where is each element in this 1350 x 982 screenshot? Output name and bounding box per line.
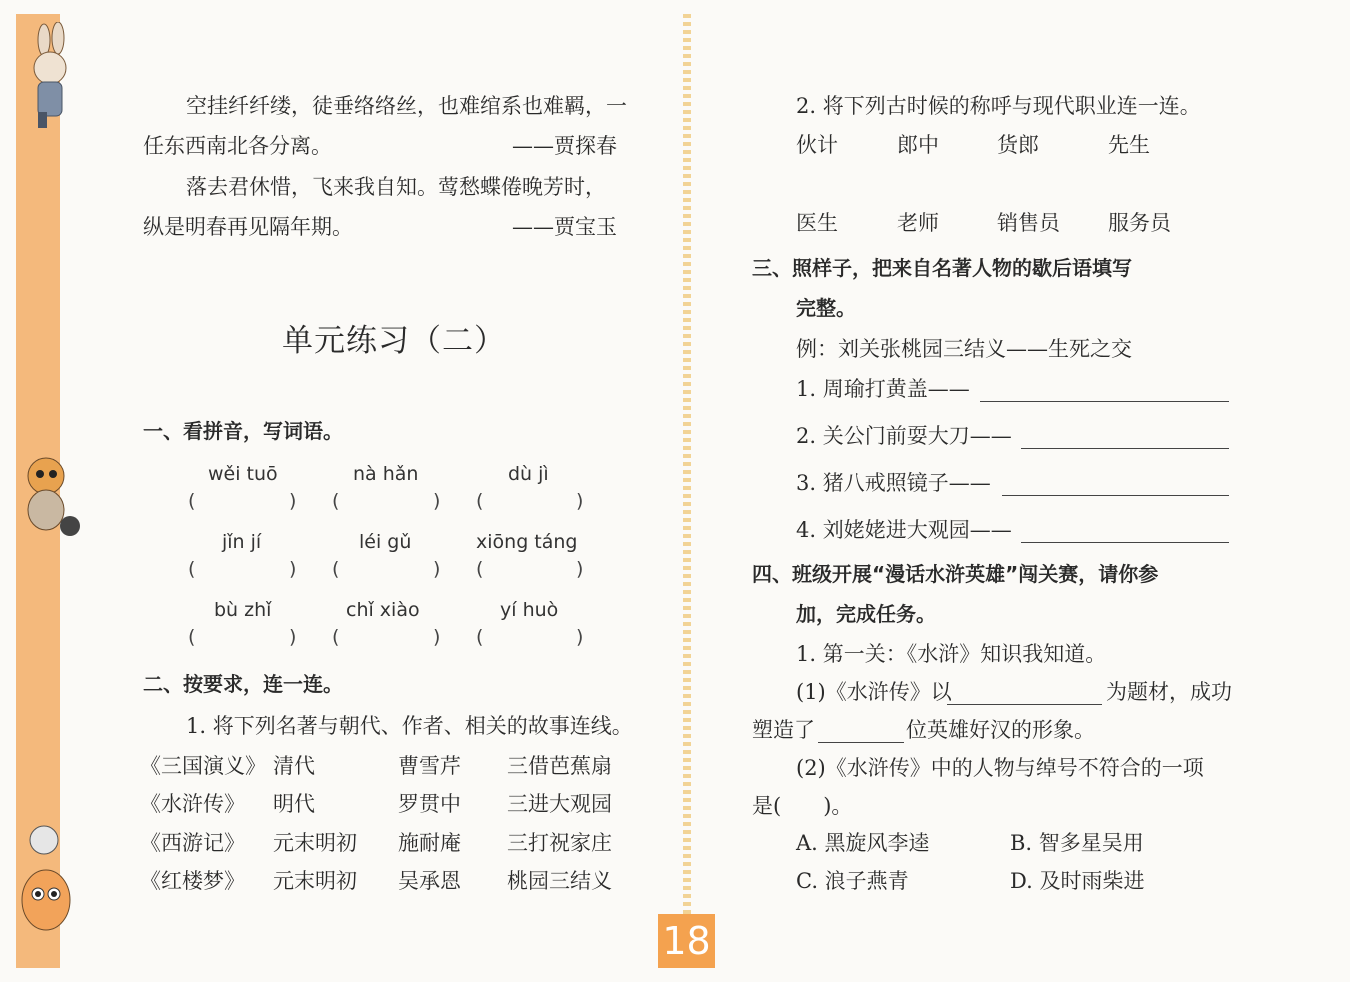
modern-job[interactable]: 销售员 — [997, 211, 1060, 235]
poem1-line2: 任东西南北各分离。 — [143, 134, 332, 158]
option-b[interactable]: B. 智多星吴用 — [1010, 831, 1144, 855]
question2: 2. 将下列古时候的称呼与现代职业连一连。 — [796, 94, 1201, 118]
poem2-author: ——贾宝玉 — [512, 215, 617, 239]
pinyin-item: yí huò — [500, 599, 559, 621]
answer-blank-open[interactable]: ( — [332, 490, 340, 512]
stage1-q2-line1: (2)《水浒传》中的人物与绰号不符合的一项 — [796, 756, 1204, 780]
unit-title: 单元练习（二） — [282, 323, 506, 359]
answer-blank-close: ) — [576, 490, 584, 512]
answer-blank-open[interactable]: ( — [188, 490, 196, 512]
stage1-q2-line2[interactable]: 是( )。 — [752, 794, 853, 818]
answer-blank-close: ) — [289, 626, 297, 648]
modern-job[interactable]: 老师 — [897, 211, 939, 235]
xiehouyu-prompt: 4. 刘姥姥进大观园—— — [796, 518, 1012, 542]
match-story[interactable]: 桃园三结义 — [507, 869, 612, 893]
answer-line[interactable] — [947, 704, 1102, 705]
answer-blank-open[interactable]: ( — [476, 558, 484, 580]
example-text: 例：刘关张桃园三结义——生死之交 — [796, 337, 1132, 361]
pinyin-item: bù zhǐ — [214, 599, 272, 621]
option-d[interactable]: D. 及时雨柴进 — [1010, 869, 1145, 893]
answer-line[interactable] — [818, 742, 904, 743]
poem1-line1: 空挂纤纤缕，徒垂络络丝，也难绾系也难羁，一 — [186, 94, 627, 118]
section4-title-line2: 加，完成任务。 — [796, 602, 936, 626]
match-dynasty[interactable]: 元末明初 — [273, 831, 357, 855]
answer-blank-open[interactable]: ( — [476, 490, 484, 512]
answer-blank-open[interactable]: ( — [332, 626, 340, 648]
match-dynasty[interactable]: 清代 — [273, 754, 315, 778]
match-author[interactable]: 施耐庵 — [398, 831, 461, 855]
option-a[interactable]: A. 黑旋风李逵 — [796, 831, 930, 855]
answer-line[interactable] — [1021, 542, 1229, 543]
stage1-q1-part-a: (1)《水浒传》以 — [796, 680, 952, 704]
pinyin-item: jǐn jí — [222, 531, 262, 553]
poem2-line1: 落去君休惜，飞来我自知。莺愁蝶倦晚芳时， — [186, 175, 606, 199]
question1: 1. 将下列名著与朝代、作者、相关的故事连线。 — [186, 714, 633, 738]
stage1-q1-part-b: 为题材，成功 — [1106, 680, 1232, 704]
xiehouyu-prompt: 1. 周瑜打黄盖—— — [796, 377, 970, 401]
pinyin-item: chǐ xiào — [346, 599, 420, 621]
section4-title-line1: 四、班级开展“漫话水浒英雄”闯关赛，请你参 — [752, 562, 1159, 586]
rabbit-illustration-icon — [14, 22, 80, 132]
match-dynasty[interactable]: 元末明初 — [273, 869, 357, 893]
section2-title: 二、按要求，连一连。 — [143, 672, 343, 696]
pinyin-item: léi gǔ — [359, 531, 412, 553]
match-book[interactable]: 《三国演义》 — [140, 754, 266, 778]
answer-blank-close: ) — [289, 558, 297, 580]
answer-line[interactable] — [980, 401, 1229, 402]
pinyin-item: dù jì — [508, 463, 549, 485]
answer-blank-close: ) — [576, 626, 584, 648]
poem1-author: ——贾探春 — [512, 134, 617, 158]
match-story[interactable]: 三打祝家庄 — [507, 831, 612, 855]
poem2-line2: 纵是明春再见隔年期。 — [143, 215, 353, 239]
book-spine-divider — [683, 14, 691, 968]
answer-blank-close: ) — [576, 558, 584, 580]
pinyin-item: wěi tuō — [208, 463, 278, 485]
answer-blank-close: ) — [433, 558, 441, 580]
match-author[interactable]: 吴承恩 — [398, 869, 461, 893]
answer-blank-close: ) — [433, 626, 441, 648]
answer-blank-open[interactable]: ( — [332, 558, 340, 580]
xiehouyu-prompt: 3. 猪八戒照镜子—— — [796, 471, 991, 495]
modern-job[interactable]: 服务员 — [1108, 211, 1171, 235]
match-story[interactable]: 三进大观园 — [507, 792, 612, 816]
ancient-title[interactable]: 货郎 — [997, 133, 1039, 157]
ancient-title[interactable]: 伙计 — [796, 133, 838, 157]
pinyin-item: xiōng táng — [476, 531, 578, 553]
tiger-illustration-icon — [14, 820, 76, 938]
match-dynasty[interactable]: 明代 — [273, 792, 315, 816]
answer-blank-open[interactable]: ( — [188, 558, 196, 580]
pinyin-item: nà hǎn — [353, 463, 419, 485]
answer-blank-open[interactable]: ( — [188, 626, 196, 648]
match-story[interactable]: 三借芭蕉扇 — [507, 754, 612, 778]
stage1-q1-part-d: 位英雄好汉的形象。 — [906, 718, 1095, 742]
section3-title-line2: 完整。 — [796, 296, 856, 320]
page-number: 18 — [658, 914, 715, 968]
xiehouyu-prompt: 2. 关公门前耍大刀—— — [796, 424, 1012, 448]
answer-line[interactable] — [1002, 495, 1229, 496]
match-author[interactable]: 曹雪芹 — [398, 754, 461, 778]
answer-blank-open[interactable]: ( — [476, 626, 484, 648]
match-book[interactable]: 《红楼梦》 — [140, 869, 245, 893]
stage1-title: 1. 第一关：《水浒》知识我知道。 — [796, 642, 1107, 666]
answer-blank-close: ) — [433, 490, 441, 512]
section3-title-line1: 三、照样子，把来自名著人物的歇后语填写 — [752, 256, 1132, 280]
match-author[interactable]: 罗贯中 — [398, 792, 461, 816]
section1-title: 一、看拼音，写词语。 — [143, 419, 343, 443]
stage1-q1-part-c: 塑造了 — [752, 718, 815, 742]
answer-line[interactable] — [1021, 448, 1229, 449]
raccoon-illustration-icon — [16, 450, 82, 542]
ancient-title[interactable]: 先生 — [1108, 133, 1150, 157]
match-book[interactable]: 《水浒传》 — [140, 792, 245, 816]
modern-job[interactable]: 医生 — [796, 211, 838, 235]
match-book[interactable]: 《西游记》 — [140, 831, 245, 855]
answer-blank-close: ) — [289, 490, 297, 512]
ancient-title[interactable]: 郎中 — [897, 133, 939, 157]
option-c[interactable]: C. 浪子燕青 — [796, 869, 909, 893]
